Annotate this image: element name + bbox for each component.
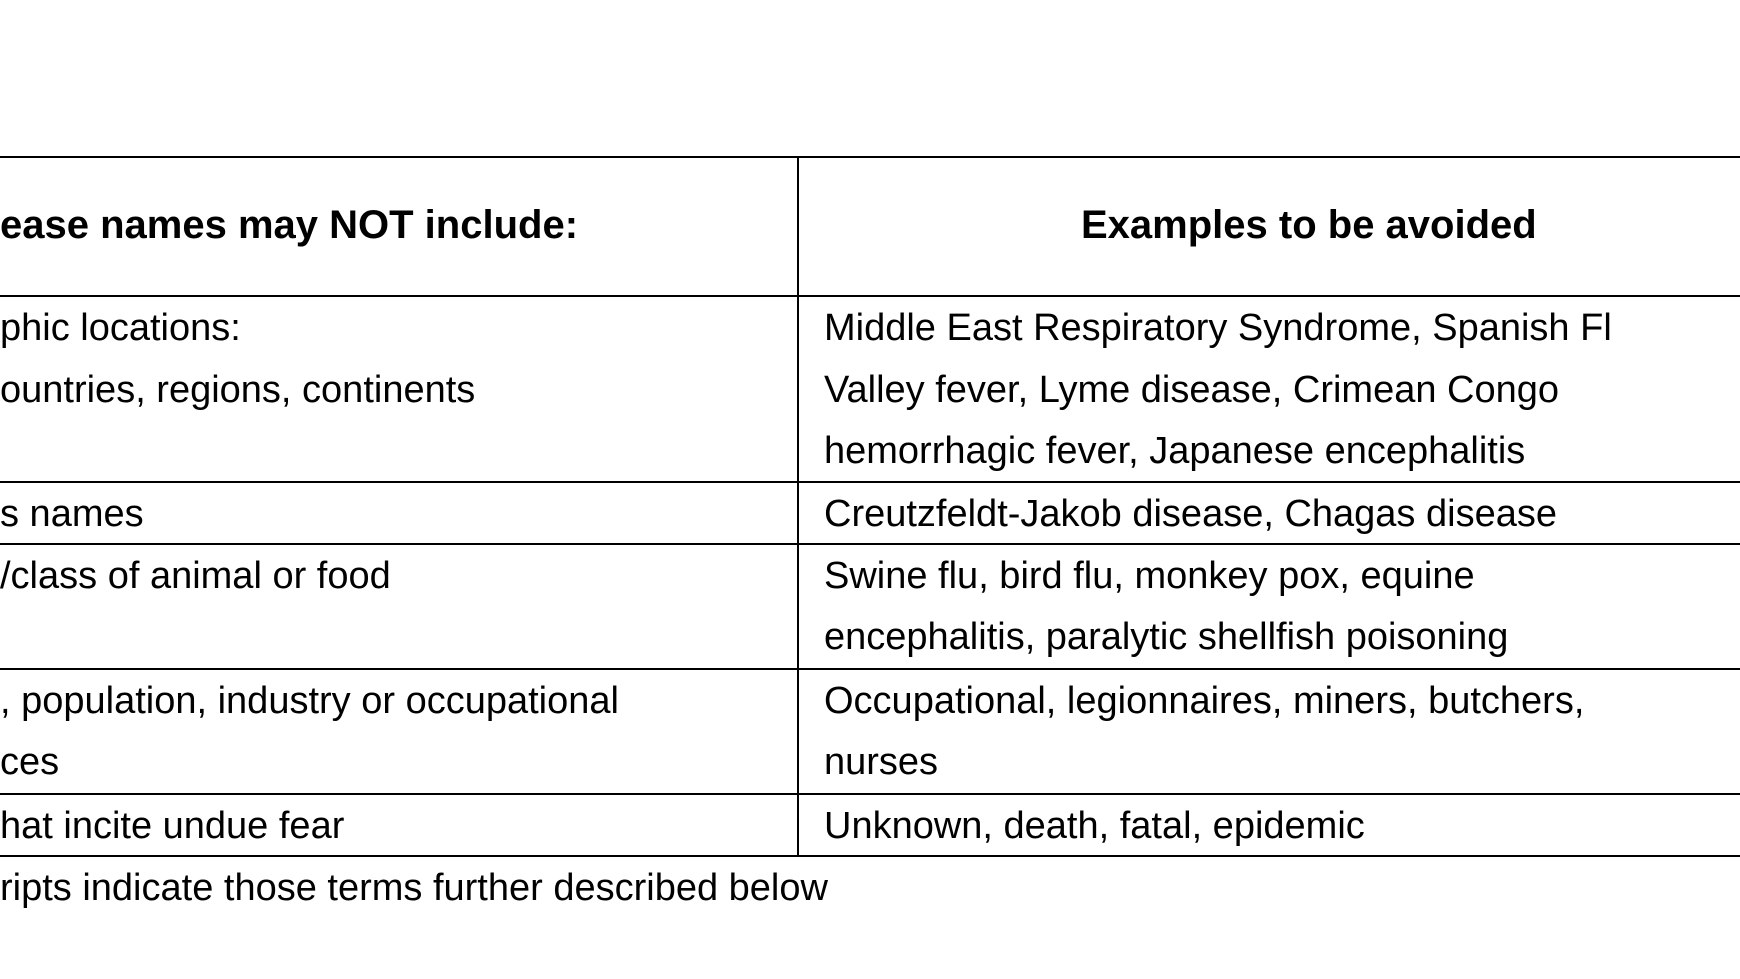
footnote: ripts indicate those terms further described below xyxy=(0,867,828,909)
column-divider xyxy=(797,156,799,857)
header-left: ease names may NOT include: xyxy=(0,203,579,247)
row-divider xyxy=(0,481,1740,483)
row3-right-line2: encephalitis, paralytic shellfish poisoning xyxy=(824,616,1509,658)
table-border-bottom xyxy=(0,855,1740,857)
row1-left-line2: ountries, regions, continents xyxy=(0,369,476,411)
row1-right-line2: Valley fever, Lyme disease, Crimean Congo xyxy=(824,369,1560,411)
row1-right-line1: Middle East Respiratory Syndrome, Spanish Fl xyxy=(824,307,1612,349)
row4-left-line1: , population, industry or occupational xyxy=(0,680,619,722)
row4-right-line2: nurses xyxy=(824,741,939,783)
row5-left-line1: hat incite undue fear xyxy=(0,805,345,847)
row2-right-line1: Creutzfeldt-Jakob disease, Chagas disease xyxy=(824,493,1557,535)
row3-left-line1: /class of animal or food xyxy=(0,555,391,597)
header-right: Examples to be avoided xyxy=(1081,203,1537,247)
row2-left-line1: s names xyxy=(0,493,144,535)
row-divider xyxy=(0,793,1740,795)
row5-right-line1: Unknown, death, fatal, epidemic xyxy=(824,805,1365,847)
row1-right-line3: hemorrhagic fever, Japanese encephalitis xyxy=(824,430,1526,472)
header-divider xyxy=(0,295,1740,297)
row4-right-line1: Occupational, legionnaires, miners, butchers, xyxy=(824,680,1585,722)
row3-right-line1: Swine flu, bird flu, monkey pox, equine xyxy=(824,555,1475,597)
table-border-top xyxy=(0,156,1740,158)
row-divider xyxy=(0,668,1740,670)
row4-left-line2: ces xyxy=(0,741,60,783)
row-divider xyxy=(0,543,1740,545)
row1-left-line1: phic locations: xyxy=(0,307,241,349)
